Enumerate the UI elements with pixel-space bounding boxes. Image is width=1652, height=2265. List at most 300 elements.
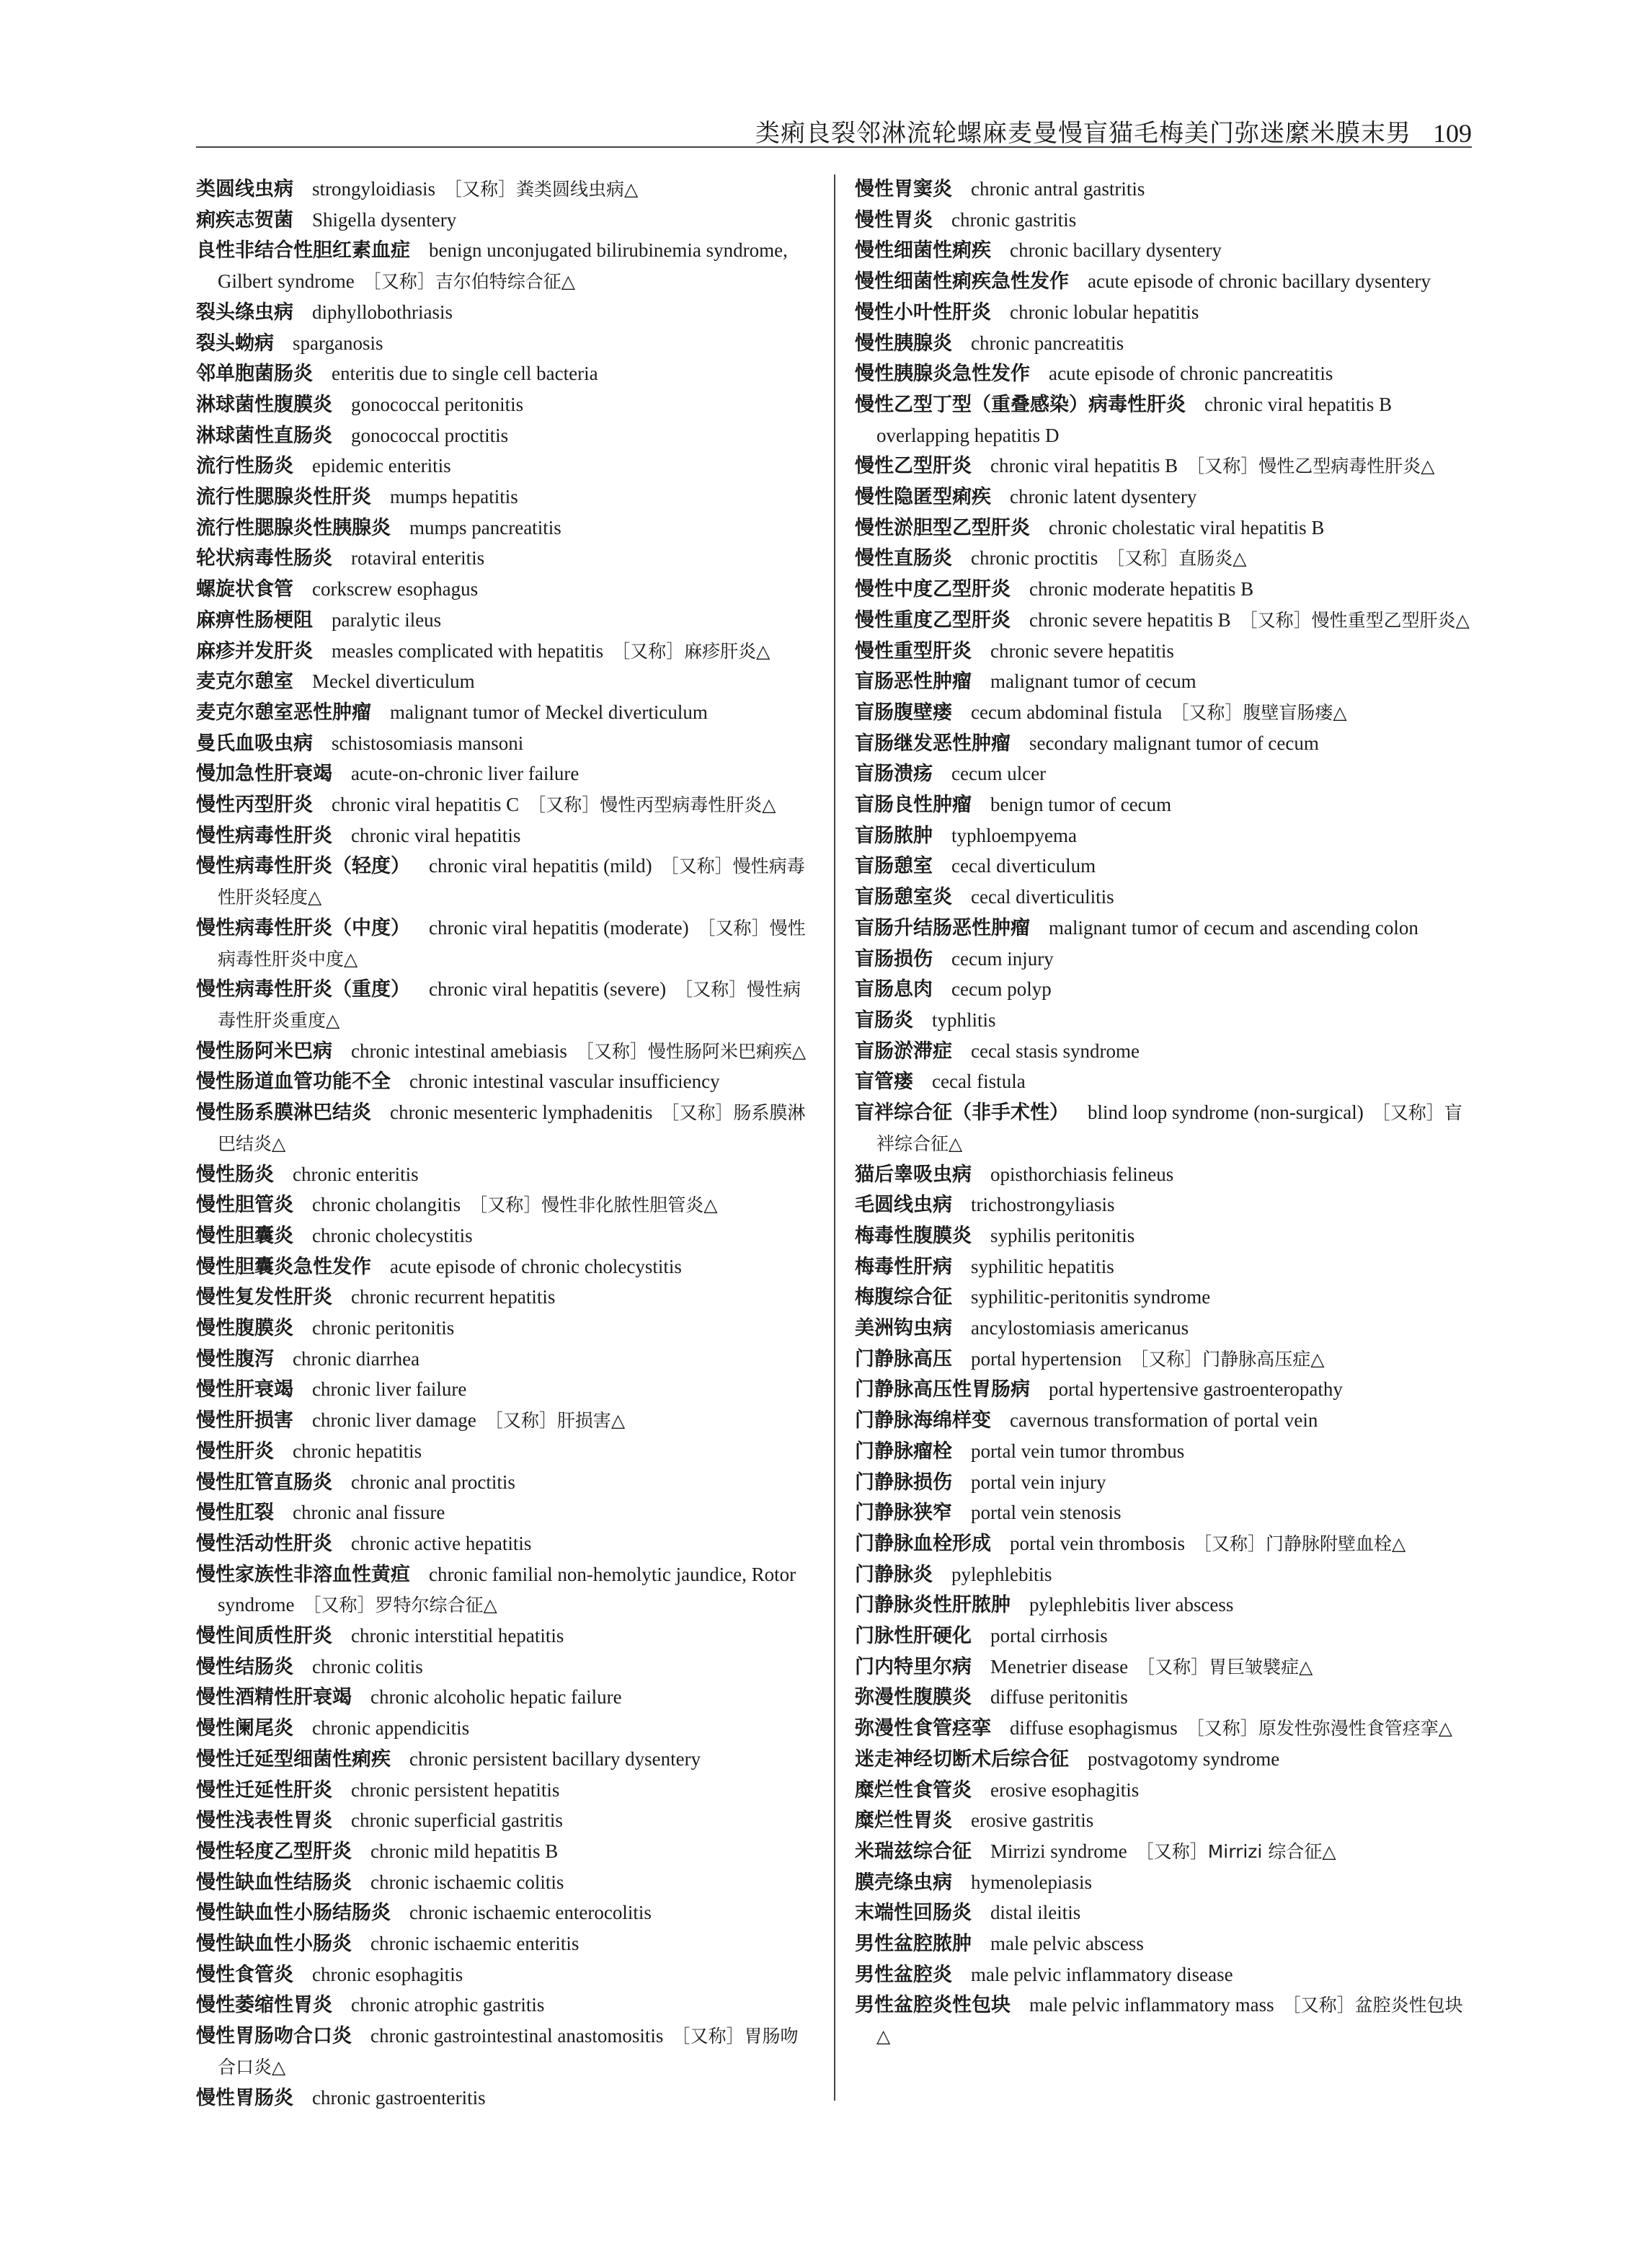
term-chinese: 门静脉狭窄 [855,1502,952,1525]
term-english: chronic appendicitis [312,1717,470,1739]
term-english: chronic moderate hepatitis B [1029,578,1254,600]
term-english: portal hypertension [971,1347,1122,1370]
glossary-entry [855,821,1473,852]
term-english: rotaviral enteritis [351,547,485,569]
glossary-entry [855,698,1473,729]
term-synonym: ［又称］门静脉附壁血栓△ [1193,1533,1406,1554]
term-chinese: 慢性阑尾炎 [196,1717,293,1740]
term-chinese: 慢性轻度乙型肝炎 [196,1840,352,1863]
glossary-entry [855,1776,1473,1807]
term-chinese: 慢性重度乙型肝炎 [855,608,1011,631]
term-english: gonococcal proctitis [351,424,509,446]
term-chinese: 盲肠淤滞症 [855,1040,952,1063]
glossary-entry [855,174,1473,205]
header-rule [196,146,1472,148]
term-english: chronic alcoholic hepatic failure [370,1686,622,1708]
glossary-entry [196,1098,814,1159]
term-english: chronic recurrent hepatitis [351,1286,556,1308]
term-english: chronic cholangitis [312,1194,461,1216]
term-synonym: ［又称］盲袢综合征△ [876,1102,1462,1154]
glossary-entry [196,1160,814,1191]
glossary-entry [855,944,1473,975]
term-chinese: 男性盆腔炎 [855,1963,952,1986]
glossary-entry [196,1190,814,1221]
glossary-entry [855,451,1473,482]
term-chinese: 邻单胞菌肠炎 [196,363,313,386]
term-chinese: 裂头蚴病 [196,332,274,355]
glossary-entry [855,1621,1473,1652]
glossary-entry [196,1313,814,1344]
glossary-entry [196,759,814,790]
glossary-entry [855,1468,1473,1499]
term-chinese: 痢疾志贺菌 [196,208,293,231]
term-english: portal hypertensive gastroenteropathy [1049,1378,1343,1401]
term-english: chronic gastroenteritis [312,2086,486,2109]
glossary-entry [196,1437,814,1468]
term-chinese: 慢性间质性肝炎 [196,1625,332,1648]
glossary-entry [196,513,814,544]
glossary-entry [855,1098,1473,1159]
glossary-entry [196,1406,814,1437]
term-chinese: 慢性淤胆型乙型肝炎 [855,516,1030,539]
term-synonym: ［又称］胃巨皱襞症△ [1137,1656,1313,1677]
term-english: chronic lobular hepatitis [1010,301,1199,323]
term-chinese: 慢性肝损害 [196,1409,293,1432]
term-english: chronic liver damage [312,1409,476,1432]
glossary-entry [855,1190,1473,1221]
term-english: epidemic enteritis [312,455,451,477]
glossary-entry [196,421,814,452]
term-chinese: 慢性中度乙型肝炎 [855,578,1011,601]
term-english: syphilis peritonitis [990,1224,1135,1246]
term-chinese: 麻疹并发肝炎 [196,639,313,662]
term-english: blind loop syndrome (non-surgical) [1088,1102,1364,1124]
term-synonym: ［又称］慢性丙型病毒性肝炎△ [528,794,776,816]
term-english: portal vein tumor thrombus [971,1440,1185,1462]
term-english: chronic viral hepatitis (severe) [429,978,667,1001]
term-english: hymenolepiasis [971,1871,1092,1893]
term-chinese: 慢性丙型肝炎 [196,794,313,817]
glossary-entry [855,882,1473,913]
term-chinese: 慢性病毒性肝炎（轻度） [196,855,410,878]
term-english: acute episode of chronic bacillary dysentery [1088,270,1431,293]
term-chinese: 慢性直肠炎 [855,547,952,570]
term-english: cecum injury [951,947,1054,970]
term-english: diffuse esophagismus [1010,1717,1178,1739]
term-chinese: 慢性萎缩性胃炎 [196,1994,332,2017]
term-english: chronic active hepatitis [351,1532,532,1554]
term-chinese: 慢性胃肠炎 [196,2086,293,2109]
glossary-entry [196,637,814,668]
glossary-entry [196,1282,814,1313]
term-chinese: 迷走神经切断术后综合征 [855,1747,1069,1770]
term-english: chronic esophagitis [312,1963,463,1985]
term-english: cecal diverticulitis [971,886,1114,908]
term-english: typhloempyema [951,824,1077,846]
term-english: portal cirrhosis [990,1625,1108,1647]
glossary-entry [855,1037,1473,1068]
term-english: chronic viral hepatitis (moderate) [429,916,689,939]
glossary-entry [855,790,1473,821]
term-synonym: ［又称］粪类圆线虫病△ [444,179,639,200]
glossary-entry [855,1221,1473,1252]
term-chinese: 盲肠息肉 [855,978,933,1001]
term-chinese: 慢性家族性非溶血性黄疸 [196,1563,410,1586]
glossary-entry [196,790,814,821]
glossary-entry [855,667,1473,698]
term-english: chronic cholecystitis [312,1224,473,1246]
term-english: Meckel diverticulum [312,670,475,693]
term-english: chronic anal proctitis [351,1471,515,1493]
term-chinese: 轮状病毒性肠炎 [196,547,332,570]
term-chinese: 流行性肠炎 [196,455,293,478]
term-english: cecum polyp [951,978,1052,1001]
term-chinese: 慢性细菌性痢疾急性发作 [855,270,1069,293]
term-english: postvagotomy syndrome [1088,1747,1280,1770]
glossary-entry [196,975,814,1036]
term-english: cecum abdominal fistula [971,701,1163,723]
term-chinese: 慢性隐匿型痢疾 [855,486,991,509]
term-english: benign tumor of cecum [990,794,1172,816]
glossary-entry [855,1560,1473,1591]
glossary-entry [196,1621,814,1652]
term-chinese: 盲肠脓肿 [855,824,933,847]
glossary-entry [196,606,814,637]
glossary-entry [196,1560,814,1621]
glossary-entry [196,451,814,482]
term-english: malignant tumor of cecum [990,670,1196,693]
glossary-entry [196,1344,814,1375]
glossary-entry [196,1960,814,1991]
term-synonym: ［又称］罗特尔综合征△ [303,1595,497,1616]
glossary-entry [196,1806,814,1837]
term-synonym: ［又称］慢性病毒性肝炎中度△ [218,917,806,970]
term-english: measles complicated with hepatitis [332,639,604,662]
glossary-entry [855,1252,1473,1283]
term-chinese: 慢性细菌性痢疾 [855,239,991,262]
term-chinese: 慢性肛裂 [196,1502,274,1525]
term-chinese: 慢性胃肠吻合口炎 [196,2025,352,2048]
glossary-entry [855,1437,1473,1468]
term-chinese: 淋球菌性直肠炎 [196,424,332,447]
glossary-entry [855,575,1473,606]
glossary-entry [196,1037,814,1068]
glossary-entry [855,637,1473,668]
term-chinese: 慢性肠炎 [196,1163,274,1186]
term-english: secondary malignant tumor of cecum [1029,732,1319,754]
glossary-entry [196,482,814,513]
term-chinese: 盲肠恶性肿瘤 [855,670,972,693]
term-synonym: ［又称］胃肠吻合口炎△ [218,2026,799,2078]
term-english: sparganosis [293,332,383,354]
term-chinese: 慢性胰腺炎急性发作 [855,363,1030,386]
term-chinese: 慢性肠系膜淋巴结炎 [196,1102,371,1125]
term-english: male pelvic inflammatory mass [1029,1994,1274,2016]
term-chinese: 盲袢综合征（非手术性） [855,1102,1069,1125]
term-english: chronic antral gastritis [971,178,1145,200]
term-chinese: 慢性活动性肝炎 [196,1532,332,1555]
glossary-entry [855,329,1473,360]
term-chinese: 门静脉炎 [855,1563,933,1586]
term-chinese: 米瑞兹综合征 [855,1840,972,1863]
term-english: chronic liver failure [312,1378,467,1401]
glossary-entry [855,759,1473,790]
term-chinese: 盲肠腹壁瘘 [855,701,952,724]
term-english: chronic latent dysentery [1010,486,1197,508]
term-synonym: ［又称］直肠炎△ [1106,548,1247,569]
term-synonym: ［又称］麻疹肝炎△ [612,640,771,662]
glossary-entry [196,1468,814,1499]
term-chinese: 男性盆腔脓肿 [855,1933,972,1956]
term-english: chronic viral hepatitis B overlapping hepatitis D [876,393,1393,446]
term-english: cavernous transformation of portal vein [1010,1409,1318,1432]
term-english: portal vein stenosis [971,1502,1122,1524]
term-english: syphilitic-peritonitis syndrome [971,1286,1211,1308]
term-english: chronic diarrhea [293,1347,420,1370]
term-english: malignant tumor of cecum and ascending colon [1049,916,1418,939]
term-chinese: 麻痹性肠梗阻 [196,608,313,631]
term-chinese: 门静脉海绵样变 [855,1409,991,1432]
glossary-entry [196,390,814,421]
term-chinese: 慢性浅表性胃炎 [196,1809,332,1832]
term-chinese: 慢性缺血性结肠炎 [196,1871,352,1894]
term-english: chronic ischaemic colitis [370,1871,564,1893]
term-chinese: 门静脉血栓形成 [855,1532,991,1555]
term-english: mumps hepatitis [390,486,518,508]
term-chinese: 麦克尔憩室恶性肿瘤 [196,701,371,724]
term-chinese: 梅腹综合征 [855,1286,952,1309]
term-chinese: 良性非结合性胆红素血症 [196,239,410,262]
term-english: diphyllobothriasis [312,301,453,323]
glossary-entry [196,544,814,575]
term-chinese: 流行性腮腺炎性胰腺炎 [196,516,391,539]
glossary-entry [855,205,1473,236]
term-chinese: 慢性重型肝炎 [855,639,972,662]
right-column [855,174,1473,2052]
term-chinese: 盲管瘘 [855,1071,913,1094]
term-english: cecal fistula [932,1071,1026,1093]
term-chinese: 慢性肝衰竭 [196,1378,293,1401]
term-synonym: ［又称］慢性病毒性肝炎轻度△ [218,856,805,908]
term-synonym: ［又称］吉尔伯特综合征△ [363,271,575,293]
term-english: enteritis due to single cell bacteria [332,363,598,385]
glossary-entry [855,1683,1473,1714]
term-chinese: 门静脉炎性肝脓肿 [855,1594,1011,1617]
term-chinese: 盲肠憩室 [855,855,933,878]
glossary-entry [855,729,1473,760]
term-chinese: 膜壳绦虫病 [855,1871,952,1894]
term-english: acute episode of chronic cholecystitis [390,1255,682,1277]
glossary-entry [196,913,814,975]
term-chinese: 慢性病毒性肝炎（中度） [196,916,410,939]
glossary-entry [855,359,1473,390]
term-chinese: 慢性胃炎 [855,208,933,231]
term-synonym: ［又称］盆腔炎性包块△ [876,1995,1463,2047]
term-chinese: 淋球菌性腹膜炎 [196,393,332,416]
term-english: chronic colitis [312,1655,423,1677]
glossary-entry [196,1252,814,1283]
term-chinese: 类圆线虫病 [196,178,293,200]
term-synonym: ［又称］慢性肠阿米巴痢疾△ [575,1040,807,1062]
term-english: male pelvic abscess [990,1933,1144,1955]
term-english: trichostrongyliasis [971,1194,1115,1216]
term-english: chronic superficial gastritis [351,1809,563,1832]
term-chinese: 梅毒性肝病 [855,1255,952,1278]
glossary-entry [196,359,814,390]
glossary-entry [855,1806,1473,1837]
glossary-entry [196,1776,814,1807]
left-column [196,174,814,2114]
term-english: acute episode of chronic pancreatitis [1049,363,1333,385]
term-chinese: 慢性腹膜炎 [196,1317,293,1340]
glossary-entry [855,1990,1473,2052]
term-english: chronic peritonitis [312,1317,455,1339]
term-chinese: 毛圆线虫病 [855,1194,952,1217]
term-english: acute-on-chronic liver failure [351,763,579,785]
glossary-entry [855,1006,1473,1037]
term-english: portal vein thrombosis [1010,1532,1185,1554]
term-english: erosive esophagitis [990,1778,1140,1801]
glossary-entry [855,1929,1473,1960]
glossary-entry [196,821,814,852]
term-chinese: 慢性缺血性小肠结肠炎 [196,1902,391,1925]
term-english: chronic bacillary dysentery [1010,239,1222,262]
term-english: gonococcal peritonitis [351,393,524,415]
term-chinese: 裂头绦虫病 [196,301,293,324]
glossary-entry [855,1590,1473,1621]
term-chinese: 慢性迁延型细菌性痢疾 [196,1747,391,1770]
glossary-entry [196,1067,814,1098]
term-chinese: 慢性病毒性肝炎（重度） [196,978,410,1001]
glossary-entry [196,1652,814,1683]
glossary-entry [855,1498,1473,1529]
term-chinese: 盲肠升结肠恶性肿瘤 [855,916,1030,939]
term-chinese: 慢性乙型肝炎 [855,455,972,478]
glossary-entry [196,205,814,236]
glossary-entry [196,1929,814,1960]
term-english: chronic severe hepatitis B [1029,608,1231,631]
glossary-entry [196,329,814,360]
glossary-entry [196,1745,814,1776]
glossary-entry [855,1406,1473,1437]
term-chinese: 糜烂性胃炎 [855,1809,952,1832]
term-chinese: 门静脉高压 [855,1347,952,1370]
glossary-entry [855,390,1473,451]
term-chinese: 门内特里尔病 [855,1655,972,1678]
term-chinese: 慢性食管炎 [196,1963,293,1986]
term-english: mumps pancreatitis [409,516,561,538]
term-chinese: 末端性回肠炎 [855,1902,972,1925]
glossary-entry [855,482,1473,513]
term-english: opisthorchiasis felineus [990,1163,1174,1185]
term-chinese: 慢加急性肝衰竭 [196,763,332,786]
glossary-entry [855,1837,1473,1868]
glossary-entry [196,575,814,606]
term-chinese: 门脉性肝硬化 [855,1625,972,1648]
term-chinese: 慢性迁延性肝炎 [196,1778,332,1801]
glossary-entry [855,267,1473,298]
term-english: chronic severe hepatitis [990,639,1174,662]
glossary-entry [196,729,814,760]
term-english: syphilitic hepatitis [971,1255,1114,1277]
term-chinese: 门静脉损伤 [855,1471,952,1494]
term-chinese: 弥漫性食管痉挛 [855,1717,991,1740]
term-chinese: 慢性结肠炎 [196,1655,293,1678]
glossary-entry [196,1529,814,1560]
term-synonym: ［又称］门静脉高压症△ [1130,1348,1325,1370]
term-chinese: 慢性乙型丁型（重叠感染）病毒性肝炎 [855,393,1186,416]
term-chinese: 男性盆腔炎性包块 [855,1994,1011,2017]
term-chinese: 盲肠憩室炎 [855,886,952,909]
glossary-entry [855,298,1473,329]
term-synonym: ［又称］原发性弥漫性食管痉挛△ [1186,1718,1452,1739]
term-english: Menetrier disease [990,1655,1129,1677]
term-english: chronic intestinal vascular insufficiency [409,1071,720,1093]
glossary-entry [196,1837,814,1868]
glossary-entry [855,513,1473,544]
term-english: Shigella dysentery [312,208,457,231]
term-english: typhlitis [932,1009,996,1031]
column-divider [834,174,835,2101]
term-chinese: 慢性肛管直肠炎 [196,1471,332,1494]
term-chinese: 慢性复发性肝炎 [196,1286,332,1309]
term-chinese: 糜烂性食管炎 [855,1778,972,1801]
term-english: chronic atrophic gastritis [351,1994,545,2016]
glossary-entry [855,913,1473,944]
glossary-entry [196,1868,814,1899]
term-english: chronic viral hepatitis (mild) [429,855,652,877]
term-english: chronic anal fissure [293,1502,445,1524]
term-english: chronic cholestatic viral hepatitis B [1049,516,1325,538]
glossary-entry [196,1498,814,1529]
term-english: chronic viral hepatitis [351,824,521,846]
term-english: Mirrizi syndrome [990,1840,1127,1862]
term-english: chronic gastritis [951,208,1077,231]
glossary-entry [855,1067,1473,1098]
term-chinese: 慢性胆囊炎急性发作 [196,1255,371,1278]
term-english: benign unconjugated bilirubinemia syndrome, Gilbert syndrome [218,239,788,293]
term-english: chronic interstitial hepatitis [351,1625,564,1647]
glossary-entry [855,1282,1473,1313]
glossary-entry [855,975,1473,1006]
glossary-entry [855,1344,1473,1375]
term-english: chronic ischaemic enteritis [370,1933,579,1955]
term-chinese: 弥漫性腹膜炎 [855,1686,972,1709]
term-chinese: 慢性腹泻 [196,1347,274,1370]
glossary-entry [855,1529,1473,1560]
term-english: chronic gastrointestinal anastomositis [370,2025,664,2047]
term-chinese: 盲肠炎 [855,1009,913,1032]
term-chinese: 流行性腮腺炎性肝炎 [196,486,371,509]
glossary-entry [196,698,814,729]
glossary-entry [196,2083,814,2114]
glossary-entry [855,1375,1473,1406]
term-chinese: 曼氏血吸虫病 [196,732,313,755]
term-english: schistosomiasis mansoni [332,732,524,754]
term-chinese: 门静脉瘤栓 [855,1440,952,1463]
term-synonym: ［又称］Mirrizi 综合征△ [1135,1840,1336,1862]
glossary-entry [855,1160,1473,1191]
term-chinese: 慢性胃窦炎 [855,178,952,200]
term-english: pylephlebitis [951,1563,1052,1585]
glossary-entry [196,298,814,329]
glossary-entry [196,236,814,297]
glossary-entry [196,2021,814,2083]
term-chinese: 慢性胆管炎 [196,1194,293,1217]
glossary-entry [855,544,1473,575]
term-english: chronic persistent hepatitis [351,1778,560,1801]
term-english: chronic familial non-hemolytic jaundice, Rotor syndrome [218,1563,796,1616]
